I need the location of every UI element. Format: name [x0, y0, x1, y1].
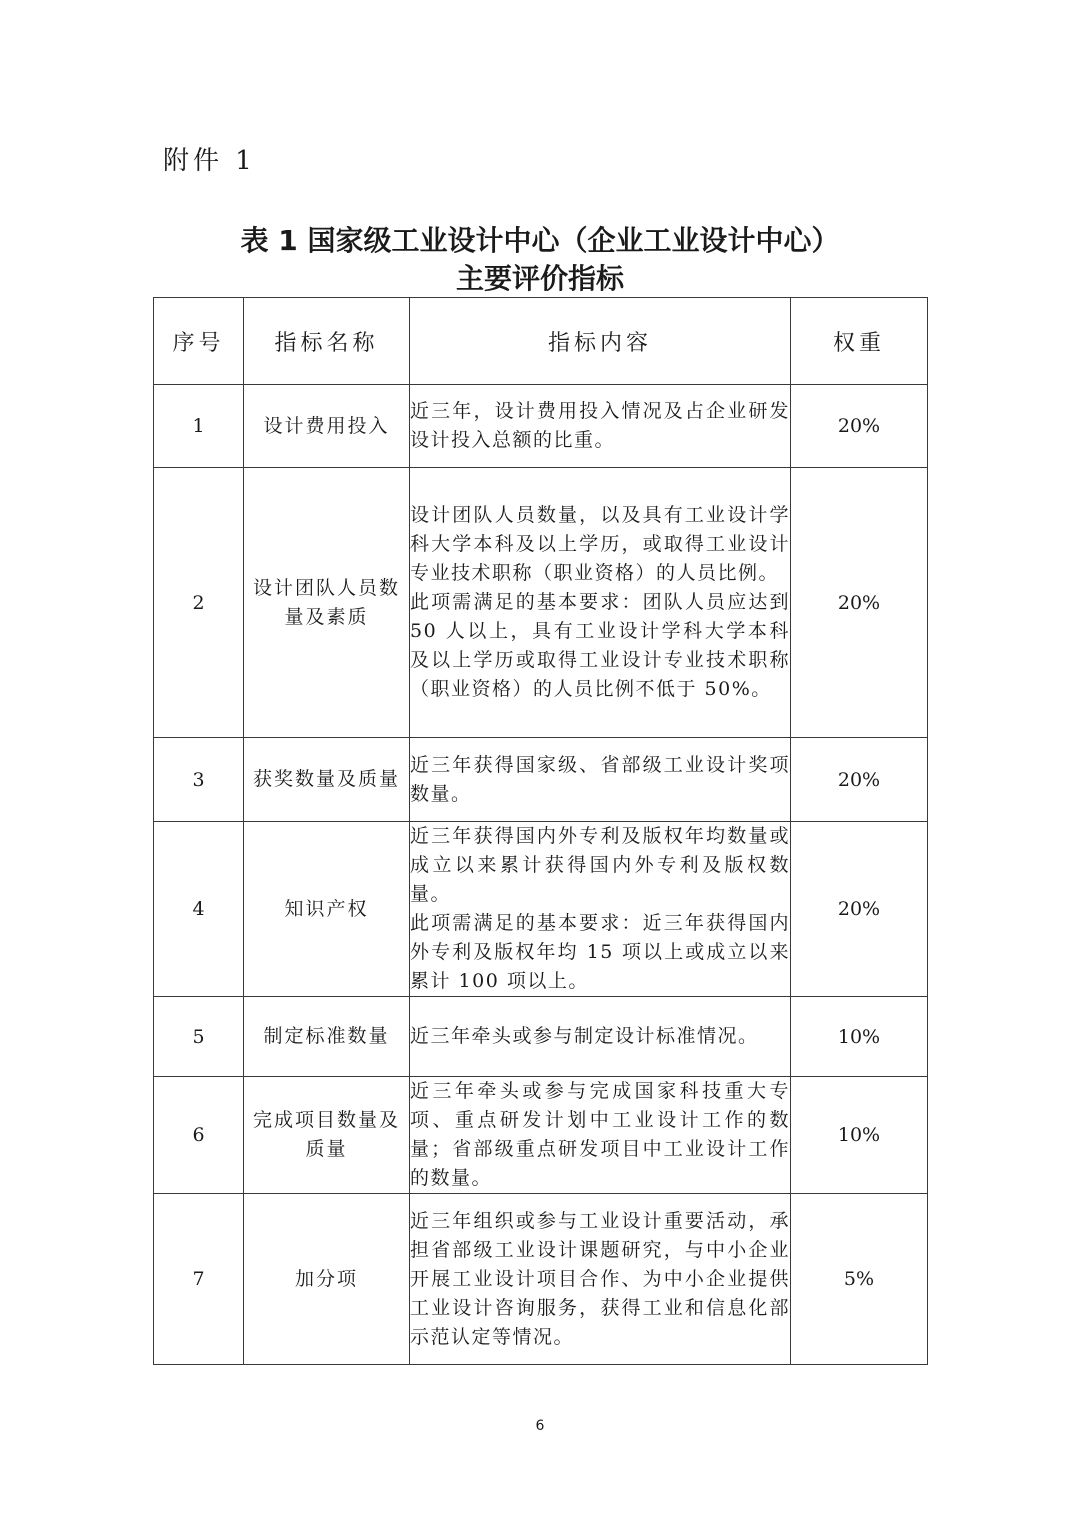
header-index: 序号	[154, 298, 244, 385]
row-index: 2	[154, 468, 244, 738]
row-index: 3	[154, 738, 244, 822]
row-indicator-name: 设计费用投入	[244, 385, 410, 468]
row-index: 1	[154, 385, 244, 468]
content-paragraph: 近三年牵头或参与制定设计标准情况。	[410, 1025, 759, 1047]
attachment-label: 附件 1	[163, 146, 256, 176]
table-row	[154, 385, 928, 468]
row-indicator-name: 获奖数量及质量	[244, 738, 410, 822]
row-indicator-name: 设计团队人员数量及素质	[244, 468, 410, 738]
row-index: 6	[154, 1077, 244, 1194]
header-content: 指标内容	[410, 298, 791, 385]
content-paragraph: 近三年牵头或参与完成国家科技重大专项、重点研发计划中工业设计工作的数量；省部级重点研发项目中工业设计工作的数量。	[410, 1080, 790, 1189]
row-index: 7	[154, 1194, 244, 1365]
row-indicator-content	[410, 1194, 791, 1365]
row-indicator-content	[410, 1077, 791, 1194]
row-weight: 10%	[791, 1077, 928, 1194]
row-indicator-name: 知识产权	[244, 822, 410, 997]
row-index: 5	[154, 997, 244, 1077]
row-weight: 10%	[791, 997, 928, 1077]
content-paragraph: 近三年组织或参与工业设计重要活动，承担省部级工业设计课题研究，与中小企业开展工业设计项目合作、为中小企业提供工业设计咨询服务，获得工业和信息化部示范认定等情况。	[410, 1209, 790, 1348]
row-indicator-content	[410, 738, 791, 822]
content-paragraph: 近三年，设计费用投入情况及占企业研发设计投入总额的比重。	[410, 400, 790, 451]
content-paragraph: 此项需满足的基本要求：近三年获得国内外专利及版权年均 15 项以上或成立以来累计 100 项以上。	[410, 912, 790, 992]
table-row	[154, 468, 928, 738]
row-indicator-content	[410, 385, 791, 468]
content-paragraph: 近三年获得国家级、省部级工业设计奖项数量。	[410, 753, 790, 805]
table-body	[154, 385, 928, 1365]
row-indicator-content	[410, 997, 791, 1077]
table-row	[154, 1077, 928, 1194]
content-paragraph: 近三年获得国内外专利及版权年均数量或成立以来累计获得国内外专利及版权数量。	[410, 825, 790, 905]
header-name: 指标名称	[244, 298, 410, 385]
table-row	[154, 738, 928, 822]
table-header-row	[154, 298, 928, 385]
table-row	[154, 1194, 928, 1365]
table-row	[154, 997, 928, 1077]
row-weight: 5%	[791, 1194, 928, 1365]
page-number: 6	[535, 1418, 545, 1434]
header-weight: 权重	[791, 298, 928, 385]
evaluation-table	[153, 297, 928, 1365]
content-paragraph: 设计团队人员数量，以及具有工业设计学科大学本科及以上学历，或取得工业设计专业技术职称（职业资格）的人员比例。	[410, 504, 790, 584]
row-weight: 20%	[791, 738, 928, 822]
row-index: 4	[154, 822, 244, 997]
row-indicator-name: 完成项目数量及质量	[244, 1077, 410, 1194]
row-weight: 20%	[791, 385, 928, 468]
table-subtitle: 主要评价指标	[455, 262, 624, 295]
content-paragraph: 此项需满足的基本要求：团队人员应达到 50 人以上，具有工业设计学科大学本科及以上学历或取得工业设计专业技术职称（职业资格）的人员比例不低于 50%。	[410, 591, 790, 700]
row-indicator-content	[410, 468, 791, 738]
row-indicator-content	[410, 822, 791, 997]
row-weight: 20%	[791, 468, 928, 738]
row-indicator-name: 制定标准数量	[244, 997, 410, 1077]
table-row	[154, 822, 928, 997]
table-title: 表 1 国家级工业设计中心（企业工业设计中心）	[240, 224, 840, 257]
row-weight: 20%	[791, 822, 928, 997]
row-indicator-name: 加分项	[244, 1194, 410, 1365]
